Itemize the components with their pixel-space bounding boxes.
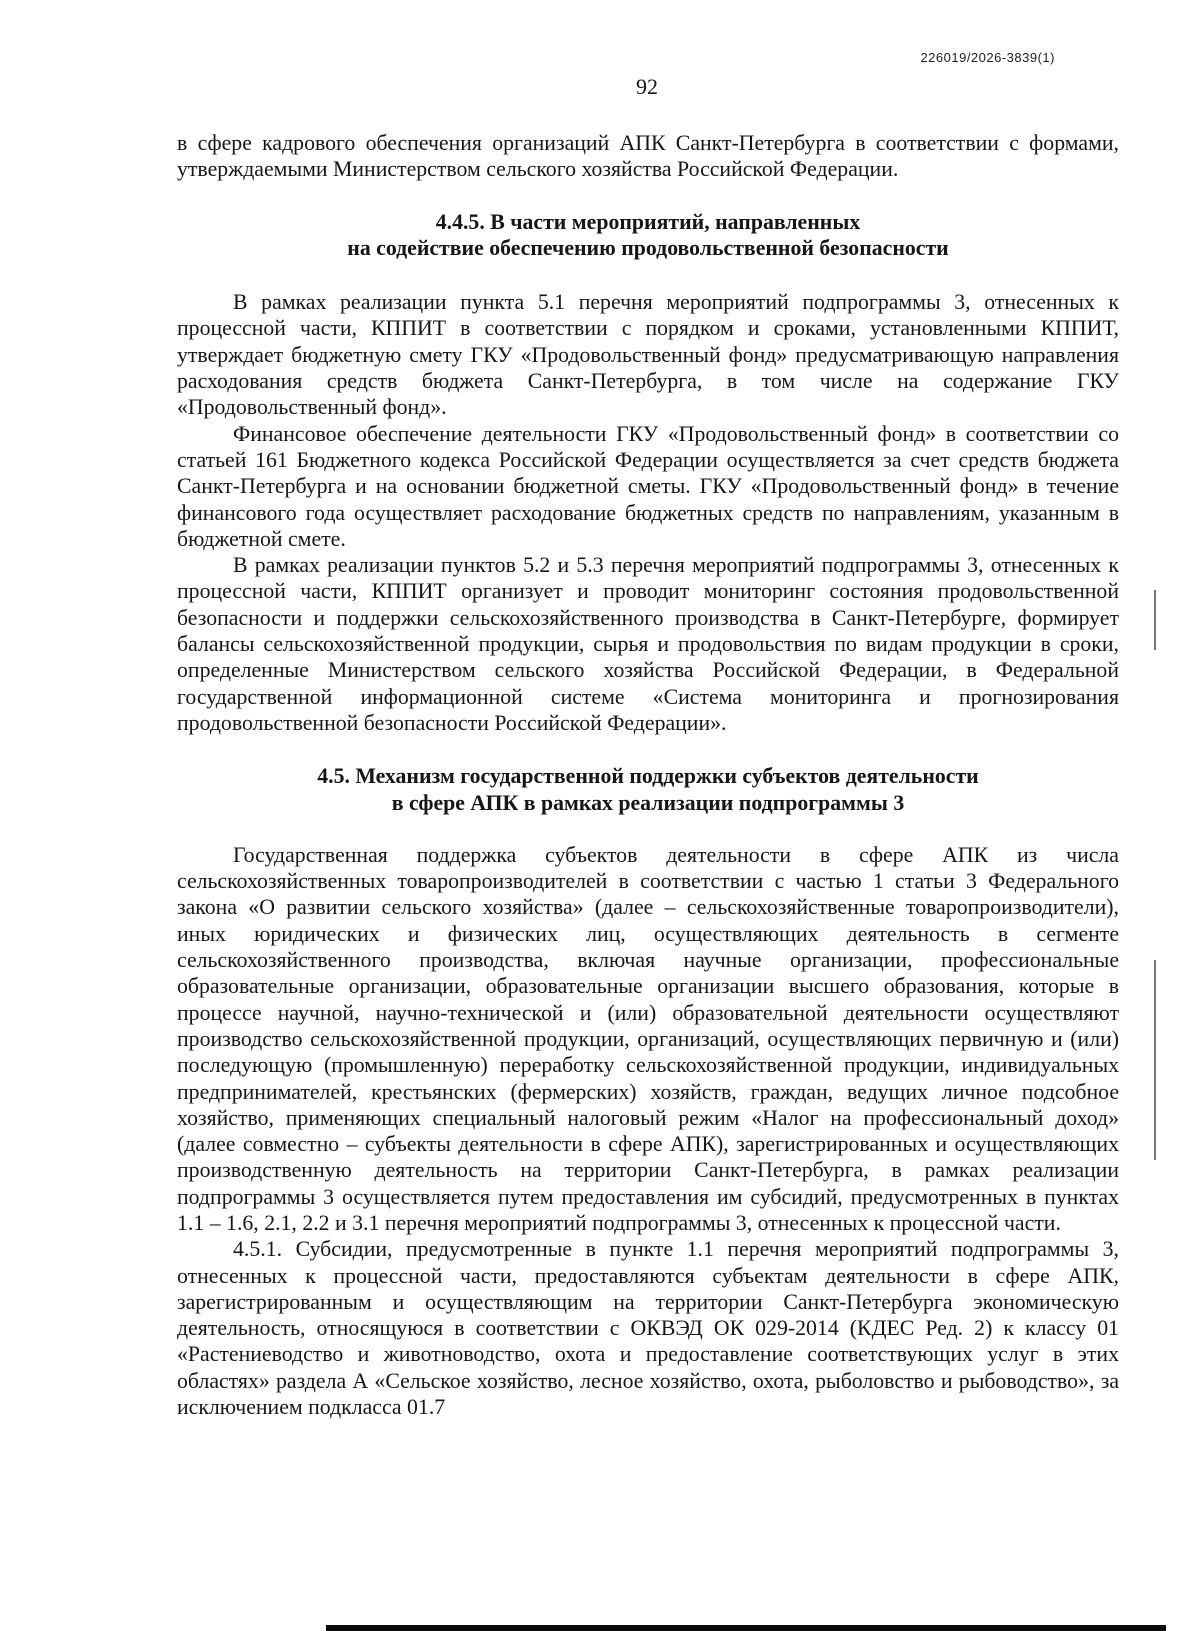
page-number: 92	[636, 74, 658, 99]
scan-edge-mark	[1154, 960, 1156, 1160]
document-body	[177, 130, 1119, 1420]
paragraph: 4.5.1. Субсидии, предусмотренные в пункте 1.1 перечня мероприятий подпрограммы 3, отнесенных к процессной части, предоставляются субъектам деятельности в сфере АПК, зарегистрированным и осуществляющим на территории Санкт-Петербурга экономическую деятельность, относящуюся в соответствии с ОКВЭД ОК 029-2014 (КДЕС Ред. 2) к классу 01 «Растениеводство и животноводство, охота и предоставление соответствующих услуг в этих областях» раздела А «Сельское хозяйство, лесное хозяйство, охота, рыболовство и рыбоводство», за исключением подкласса 01.7	[177, 1237, 1119, 1420]
paragraph: В рамках реализации пункта 5.1 перечня мероприятий подпрограммы 3, отнесенных к процессной части, КППИТ в соответствии с порядком и сроками, установленными КППИТ, утверждает бюджетную смету ГКУ «Продовольственный фонд» предусматривающую направления расходования средств бюджета Санкт-Петербурга, в том числе на содержание ГКУ «Продовольственный фонд».	[177, 290, 1119, 420]
paragraph: Государственная поддержка субъектов деятельности в сфере АПК из числа сельскохозяйственных товаропроизводителей в соответствии с частью 1 статьи 3 Федерального закона «О развитии сельского хозяйства» (далее – сельскохозяйственные товаропроизводители), иных юридических и физических лиц, осуществляющих деятельность в сегменте сельскохозяйственного производства, включая научные организации, профессиональные образовательные организации, образовательные организации высшего образования, которые в процессе научной, научно-технической и (или) образовательной деятельности осуществляют производство сельскохозяйственной продукции, организаций, осуществляющих первичную и (или) последующую (промышленную) переработку сельскохозяйственной продукции, индивидуальных предпринимателей, крестьянских (фермерских) хозяйств, граждан, ведущих личное подсобное хозяйство, применяющих специальный налоговый режим «Налог на профессиональный доход» (далее совместно – субъекты деятельности в сфере АПК), зарегистрированных и осуществляющих производственную деятельность на территории Санкт-Петербурга, в рамках реализации подпрограммы 3 осуществляется путем предоставления им субсидий, предусмотренных в пунктах 1.1 – 1.6, 2.1, 2.2 и 3.1 перечня мероприятий подпрограммы 3, отнесенных к процессной части.	[177, 842, 1119, 1235]
heading-line: 4.5. Механизм государственной поддержки субъектов деятельности	[317, 764, 979, 789]
heading-line: на содействие обеспечению продовольственной безопасности	[347, 235, 949, 260]
document-registration-number: 226019/2026-3839(1)	[920, 50, 1055, 65]
scan-edge-mark	[1154, 590, 1156, 650]
section-heading-4-4-5	[177, 209, 1119, 262]
paragraph-intro: в сфере кадрового обеспечения организаций АПК Санкт-Петербурга в соответствии с формами, утверждаемыми Министерством сельского хозяйства Российской Федерации.	[177, 131, 1119, 182]
heading-line: в сфере АПК в рамках реализации подпрограммы 3	[391, 790, 905, 815]
section-heading-4-5	[177, 763, 1119, 816]
heading-line: 4.4.5. В части мероприятий, направленных	[435, 209, 861, 234]
paragraph: Финансовое обеспечение деятельности ГКУ «Продовольственный фонд» в соответствии со статьей 161 Бюджетного кодекса Российской Федерации осуществляется за счет средств бюджета Санкт-Петербурга и на основании бюджетной сметы. ГКУ «Продовольственный фонд» в течение финансового года осуществляет расходование бюджетных средств по направлениям, указанным в бюджетной смете.	[177, 421, 1119, 551]
scan-bottom-edge	[326, 1625, 1166, 1631]
paragraph: В рамках реализации пунктов 5.2 и 5.3 перечня мероприятий подпрограммы 3, отнесенных к процессной части, КППИТ организует и проводит мониторинг состояния продовольственной безопасности и поддержки сельскохозяйственного производства в Санкт-Петербурге, формирует балансы сельскохозяйственной продукции, сырья и продовольствия по видам продукции в сроки, определенные Министерством сельского хозяйства Российской Федерации, в Федеральной государственной информационной системе «Система мониторинга и прогнозирования продовольственной безопасности Российской Федерации».	[177, 553, 1119, 735]
